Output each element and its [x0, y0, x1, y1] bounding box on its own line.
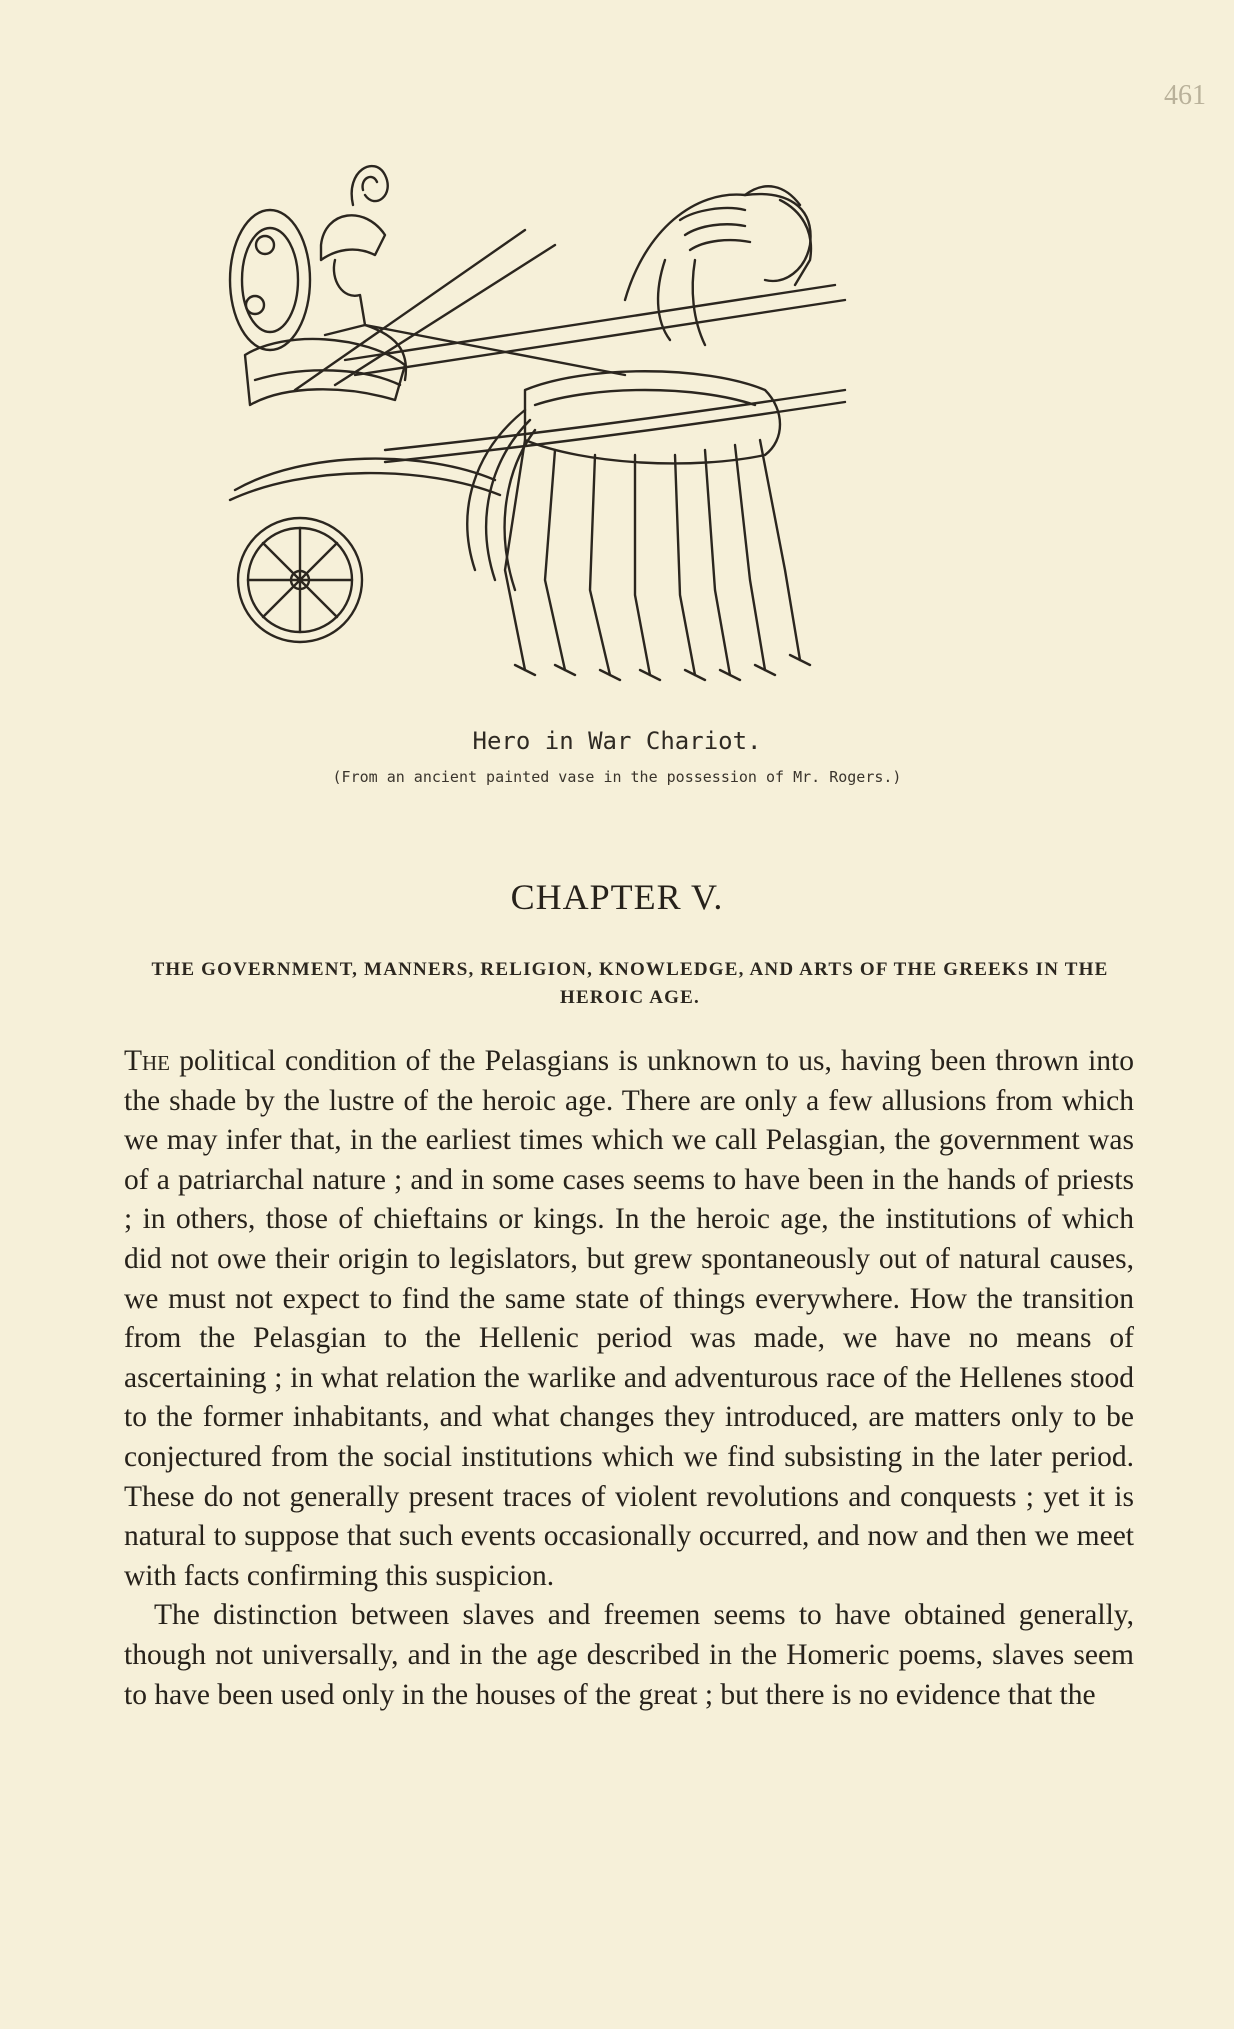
chapter-title: CHAPTER V. [510, 877, 724, 917]
paragraph-1-text: political condition of the Pelasgians is unknown to us, having been thrown into the shade by the lustre of the heroic age. There are only a few allusions from which we may infer that, in the earliest times which we call Pelasgian, the government was of a patriarchal nature ; and in some cases seems to have been in the hands of priests ; in others, those of chieftains or kings. In the heroic age, the institutions of which did not owe their origin to legislators, but grew spontaneously out of natural causes, we must not expect to find the same state of things everywhere. How the transition from the Pelasgian to the Hellenic period was made, we have no means of ascertaining ; in what relation the warlike and adventurous race of the Hellenes stood to the former inhabitants, and what changes they introduced, are matters only to be conjectured from the social institutions which we find subsisting in the later period. These do not generally present traces of violent revolutions and conquests ; yet it is natural to suppose that such events occasionally occurred, and now and then we meet with facts confirming this suspicion. [124, 1045, 1134, 1592]
chapter-body [124, 1042, 1134, 1715]
paragraph-1-lead: The [124, 1045, 171, 1077]
illustration-caption-note: (From an ancient painted vase in the possession of Mr. Rogers.) [332, 768, 902, 786]
paragraph-2: The distinction between slaves and freemen seems to have obtained generally, though not universally, and in the age described in the Homeric poems, slaves seem to have been used only in the houses of the great ; but there is no evidence that the [124, 1599, 1134, 1711]
chariot-illustration [225, 150, 1045, 695]
chapter-subtitle: THE GOVERNMENT, MANNERS, RELIGION, KNOWLEDGE, AND ARTS OF THE GREEKS IN THE HEROIC AGE. [151, 959, 1109, 1008]
page-number: 461 [1164, 80, 1206, 111]
paragraph-1 [124, 1042, 1134, 1596]
illustration-caption-title: Hero in War Chariot. [472, 727, 762, 755]
